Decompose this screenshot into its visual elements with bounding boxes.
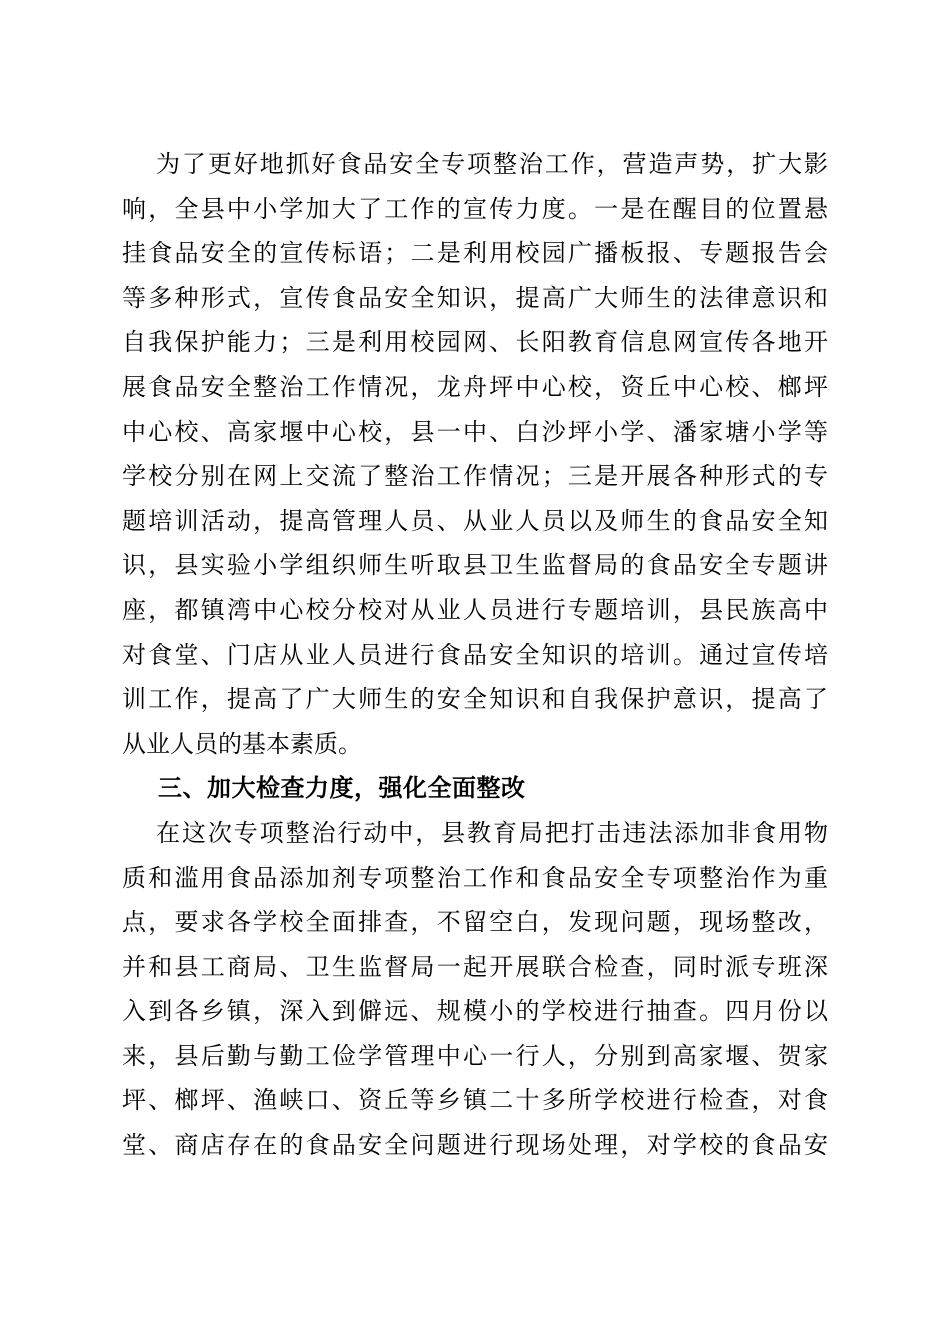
paragraph-line: 训工作，提高了广大师生的安全知识和自我保护意识，提高了 [122,685,828,714]
paragraph-line: 入到各乡镇，深入到僻远、规模小的学校进行抽查。四月份以 [122,997,828,1026]
paragraph-publicity [122,142,828,766]
paragraph-line: 等多种形式，宣传食品安全知识，提高广大师生的法律意识和 [122,283,828,312]
paragraph-line: 坪、榔坪、渔峡口、资丘等乡镇二十多所学校进行检查，对食 [122,1086,828,1115]
paragraph-line: 从业人员的基本素质。 [122,729,362,758]
paragraph-line: 挂食品安全的宣传标语；二是利用校园广播板报、专题报告会 [122,239,828,268]
paragraph-line: 识，县实验小学组织师生听取县卫生监督局的食品安全专题讲 [122,551,828,580]
paragraph-line: 对食堂、门店从业人员进行食品安全知识的培训。通过宣传培 [122,640,828,669]
section-heading: 三、加大检查力度，强化全面整改 [158,774,526,803]
paragraph-line: 题培训活动，提高管理人员、从业人员以及师生的食品安全知 [122,506,828,535]
paragraph-inspection [122,811,828,1168]
paragraph-line: 并和县工商局、卫生监督局一起开展联合检查，同时派专班深 [122,952,828,981]
paragraph-line: 堂、商店存在的食品安全问题进行现场处理，对学校的食品安 [122,1131,828,1160]
paragraph-line: 座，都镇湾中心校分校对从业人员进行专题培训，县民族高中 [122,595,828,624]
paragraph-line: 质和滥用食品添加剂专项整治工作和食品安全专项整治作为重 [122,863,828,892]
paragraph-line: 展食品安全整治工作情况，龙舟坪中心校，资丘中心校、榔坪 [122,372,828,401]
paragraph-line: 响，全县中小学加大了工作的宣传力度。一是在醒目的位置悬 [122,194,828,223]
paragraph-line: 来，县后勤与勤工俭学管理中心一行人，分别到高家堰、贺家 [122,1041,828,1070]
paragraph-line: 在这次专项整治行动中，县教育局把打击违法添加非食用物 [156,818,828,847]
paragraph-line: 中心校、高家堰中心校，县一中、白沙坪小学、潘家塘小学等 [122,417,828,446]
paragraph-line: 自我保护能力；三是利用校园网、长阳教育信息网宣传各地开 [122,328,828,357]
paragraph-line: 学校分别在网上交流了整治工作情况；三是开展各种形式的专 [122,462,828,491]
document-body [122,142,828,1168]
paragraph-line: 点，要求各学校全面排查，不留空白，发现问题，现场整改， [122,908,828,937]
paragraph-line: 为了更好地抓好食品安全专项整治工作，营造声势，扩大影 [156,150,828,178]
